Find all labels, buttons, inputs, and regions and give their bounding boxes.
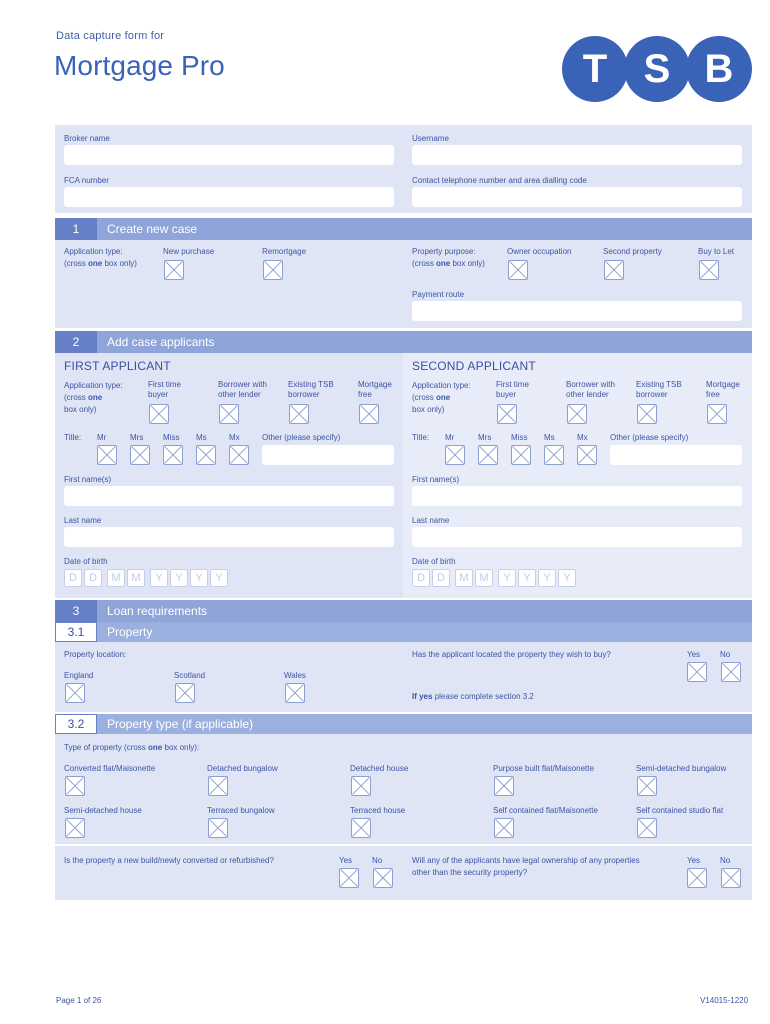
second-ftb-checkbox[interactable]	[497, 404, 517, 424]
second-mr-label: Mr	[445, 433, 455, 442]
dob-box[interactable]: Y	[538, 569, 556, 587]
buy-to-let-checkbox[interactable]	[699, 260, 719, 280]
section-3-2-header	[55, 714, 752, 734]
payment-route-label: Payment route	[412, 290, 465, 299]
second-first-names-field[interactable]	[412, 486, 742, 506]
line2-bold: one	[436, 393, 451, 402]
new-build-yes-checkbox[interactable]	[339, 868, 359, 888]
first-miss-label: Miss	[163, 433, 180, 442]
ownership-question	[412, 855, 640, 879]
scotland-checkbox[interactable]	[175, 683, 195, 703]
new-build-no-label: No	[372, 856, 383, 865]
detached-house-label: Detached house	[350, 764, 409, 773]
second-existing-tsb-checkbox[interactable]	[637, 404, 657, 424]
dob-box[interactable]: Y	[170, 569, 188, 587]
second-last-name-field[interactable]	[412, 527, 742, 547]
dob-box[interactable]: Y	[210, 569, 228, 587]
dob-box[interactable]: M	[107, 569, 125, 587]
section-2-header	[55, 331, 752, 353]
second-first-names-label: First name(s)	[412, 475, 460, 484]
second-dob-label: Date of birth	[412, 557, 456, 566]
logo-letter-t: T	[562, 36, 628, 102]
second-other-lender-checkbox[interactable]	[567, 404, 587, 424]
opt-l1: Borrower with	[218, 380, 267, 389]
terraced-house-label: Terraced house	[350, 806, 406, 815]
first-mortgage-free-checkbox[interactable]	[359, 404, 379, 424]
first-ftb-label	[148, 380, 181, 400]
fca-number-field[interactable]	[64, 187, 394, 207]
section-2-title: Add case applicants	[107, 335, 215, 349]
located-no-label: No	[720, 650, 731, 659]
dob-box[interactable]: Y	[150, 569, 168, 587]
dob-box[interactable]: M	[455, 569, 473, 587]
property-location-label: Property location:	[64, 650, 127, 659]
app-type-label	[64, 246, 137, 270]
section-1-title: Create new case	[107, 222, 198, 236]
buy-to-let-label: Buy to Let	[698, 247, 735, 256]
section-1-number: 1	[55, 218, 97, 240]
second-mortgage-free-label	[706, 380, 740, 400]
semi-detached-bungalow-checkbox[interactable]	[637, 776, 657, 796]
app-type-line2	[412, 392, 471, 404]
first-mrs-label: Mrs	[130, 433, 144, 442]
dob-box[interactable]: D	[64, 569, 82, 587]
username-field[interactable]	[412, 145, 742, 165]
first-applicant-panel	[55, 353, 403, 598]
detached-bungalow-label: Detached bungalow	[207, 764, 278, 773]
terraced-bungalow-checkbox[interactable]	[208, 818, 228, 838]
opt-l1: Mortgage	[358, 380, 392, 389]
opt-l2: borrower	[636, 390, 668, 399]
first-last-name-field[interactable]	[64, 527, 394, 547]
semi-detached-house-checkbox[interactable]	[65, 818, 85, 838]
broker-name-label: Broker name	[64, 134, 110, 143]
second-ms-checkbox[interactable]	[544, 445, 564, 465]
phone-field[interactable]	[412, 187, 742, 207]
logo-letter-b: B	[686, 36, 752, 102]
located-yes-checkbox[interactable]	[687, 662, 707, 682]
app-type-line2	[64, 392, 123, 404]
first-mx-label: Mx	[229, 433, 240, 442]
hint-bold: one	[436, 259, 451, 268]
first-existing-tsb-checkbox[interactable]	[289, 404, 309, 424]
property-purpose-label	[412, 246, 485, 270]
type-label-post: box only):	[162, 743, 200, 752]
ownership-line1: Will any of the applicants have legal ownership of any properties	[412, 856, 640, 865]
ownership-yes-label: Yes	[687, 856, 701, 865]
dob-box[interactable]: M	[475, 569, 493, 587]
line2-bold: one	[88, 393, 103, 402]
opt-l2: free	[358, 390, 372, 399]
dob-box[interactable]: Y	[518, 569, 536, 587]
first-dob-field[interactable]	[64, 569, 234, 589]
type-label-pre: Type of property (cross	[64, 743, 149, 752]
opt-l2: borrower	[288, 390, 320, 399]
second-property-checkbox[interactable]	[604, 260, 624, 280]
second-other-title-field[interactable]	[610, 445, 742, 465]
self-contained-flat-checkbox[interactable]	[494, 818, 514, 838]
studio-flat-checkbox[interactable]	[637, 818, 657, 838]
second-mortgage-free-checkbox[interactable]	[707, 404, 727, 424]
second-applicant-panel	[403, 353, 752, 598]
ownership-no-checkbox[interactable]	[721, 868, 741, 888]
first-app-type-label	[64, 380, 123, 416]
new-purchase-label: New purchase	[163, 247, 215, 256]
opt-l2: free	[706, 390, 720, 399]
detached-bungalow-checkbox[interactable]	[208, 776, 228, 796]
section-3-number: 3	[55, 600, 97, 622]
converted-flat-label: Converted flat/Maisonette	[64, 764, 156, 773]
england-label: England	[64, 671, 94, 680]
purpose-built-flat-label: Purpose built flat/Maisonette	[493, 764, 594, 773]
located-question: Has the applicant located the property they wish to buy?	[412, 650, 611, 659]
second-app-type-label	[412, 380, 471, 416]
second-mrs-checkbox[interactable]	[478, 445, 498, 465]
first-last-name-label: Last name	[64, 516, 102, 525]
opt-l1: Existing TSB	[288, 380, 334, 389]
new-build-yes-label: Yes	[339, 856, 353, 865]
if-yes-note	[412, 692, 534, 701]
first-first-names-label: First name(s)	[64, 475, 112, 484]
section-3-2-panel	[55, 734, 752, 844]
self-contained-flat-label: Self contained flat/Maisonette	[493, 806, 598, 815]
scotland-label: Scotland	[174, 671, 206, 680]
first-ms-label: Ms	[196, 433, 207, 442]
first-other-lender-label	[218, 380, 267, 400]
purpose-label-text: Property purpose:	[412, 247, 476, 256]
second-mrs-label: Mrs	[478, 433, 492, 442]
section-1-header	[55, 218, 752, 240]
located-yes-label: Yes	[687, 650, 701, 659]
ownership-yes-checkbox[interactable]	[687, 868, 707, 888]
dob-box[interactable]: M	[127, 569, 145, 587]
section-3-1-title: Property	[107, 625, 153, 639]
england-checkbox[interactable]	[65, 683, 85, 703]
phone-label: Contact telephone number and area dialling code	[412, 176, 587, 185]
app-type-line3: box only)	[64, 405, 97, 414]
first-ms-checkbox[interactable]	[196, 445, 216, 465]
second-mx-label: Mx	[577, 433, 588, 442]
detached-house-checkbox[interactable]	[351, 776, 371, 796]
converted-flat-checkbox[interactable]	[65, 776, 85, 796]
new-purchase-checkbox[interactable]	[164, 260, 184, 280]
section-3-1-panel	[55, 642, 752, 712]
second-applicant-heading: SECOND APPLICANT	[412, 359, 536, 373]
terraced-house-checkbox[interactable]	[351, 818, 371, 838]
first-mortgage-free-label	[358, 380, 392, 400]
semi-detached-house-label: Semi-detached house	[64, 806, 142, 815]
second-miss-label: Miss	[511, 433, 528, 442]
section-3-header	[55, 600, 752, 622]
section-1-panel	[55, 240, 752, 328]
second-last-name-label: Last name	[412, 516, 450, 525]
first-mr-checkbox[interactable]	[97, 445, 117, 465]
property-type-label	[64, 743, 199, 752]
section-3-1-number: 3.1	[55, 622, 97, 642]
owner-occupation-checkbox[interactable]	[508, 260, 528, 280]
app-type-line1: Application type:	[412, 381, 471, 390]
second-ms-label: Ms	[544, 433, 555, 442]
first-other-title-label: Other (please specify)	[262, 433, 341, 442]
hint-post: box only)	[102, 259, 137, 268]
semi-detached-bungalow-label: Semi-detached bungalow	[636, 764, 727, 773]
section-3-1-header	[55, 622, 752, 642]
section-2-number: 2	[55, 331, 97, 353]
hint-pre: (cross	[64, 259, 88, 268]
second-ftb-label	[496, 380, 529, 400]
opt-l1: Mortgage	[706, 380, 740, 389]
first-mr-label: Mr	[97, 433, 107, 442]
opt-l1: Borrower with	[566, 380, 615, 389]
first-other-title-field[interactable]	[262, 445, 394, 465]
second-other-title-label: Other (please specify)	[610, 433, 689, 442]
payment-route-field[interactable]	[412, 301, 742, 321]
first-title-label: Title:	[64, 433, 82, 442]
opt-l2: buyer	[496, 390, 517, 399]
remortgage-label: Remortgage	[262, 247, 307, 256]
second-dob-field[interactable]	[412, 569, 582, 589]
ownership-no-label: No	[720, 856, 731, 865]
app-type-hint	[64, 258, 137, 270]
dob-box[interactable]: Y	[498, 569, 516, 587]
hint-bold: one	[88, 259, 103, 268]
dob-box[interactable]: D	[432, 569, 450, 587]
app-type-line3: box only)	[412, 405, 445, 414]
dob-box[interactable]: Y	[190, 569, 208, 587]
if-yes-bold: If yes	[412, 692, 433, 701]
additional-questions-panel	[55, 846, 752, 900]
tsb-logo	[562, 36, 752, 102]
broker-details-panel	[55, 125, 752, 213]
first-other-lender-checkbox[interactable]	[219, 404, 239, 424]
page-number: Page 1 of 26	[56, 996, 102, 1005]
hint-pre: (cross	[412, 259, 436, 268]
opt-l1: First time	[496, 380, 529, 389]
located-no-checkbox[interactable]	[721, 662, 741, 682]
section-3-2-number: 3.2	[55, 714, 97, 734]
if-yes-rest: please complete section 3.2	[432, 692, 534, 701]
opt-l2: buyer	[148, 390, 169, 399]
fca-number-label: FCA number	[64, 176, 109, 185]
first-existing-tsb-label	[288, 380, 334, 400]
document-title: Mortgage Pro	[54, 50, 225, 81]
second-other-lender-label	[566, 380, 615, 400]
second-title-label: Title:	[412, 433, 430, 442]
purpose-hint	[412, 258, 485, 270]
first-mrs-checkbox[interactable]	[130, 445, 150, 465]
first-ftb-checkbox[interactable]	[149, 404, 169, 424]
dob-box[interactable]: Y	[558, 569, 576, 587]
line2-pre: (cross	[412, 393, 436, 402]
document-subtitle: Data capture form for	[56, 30, 165, 42]
hint-post: box only)	[450, 259, 485, 268]
dob-box[interactable]: D	[84, 569, 102, 587]
username-label: Username	[412, 134, 449, 143]
opt-l1: Existing TSB	[636, 380, 682, 389]
second-miss-checkbox[interactable]	[511, 445, 531, 465]
document-code: V14015-1220	[700, 996, 749, 1005]
second-property-label: Second property	[603, 247, 662, 256]
purpose-built-flat-checkbox[interactable]	[494, 776, 514, 796]
first-miss-checkbox[interactable]	[163, 445, 183, 465]
owner-occupation-label: Owner occupation	[507, 247, 572, 256]
studio-flat-label: Self contained studio flat	[636, 806, 724, 815]
new-build-question: Is the property a new build/newly converted or refurbished?	[64, 856, 274, 865]
wales-label: Wales	[284, 671, 306, 680]
section-3-title: Loan requirements	[107, 604, 208, 618]
logo-letter-s: S	[624, 36, 690, 102]
ownership-line2: other than the security property?	[412, 868, 528, 877]
opt-l2: other lender	[218, 390, 261, 399]
app-type-label-text: Application type:	[64, 247, 123, 256]
section-3-2-title: Property type (if applicable)	[107, 717, 254, 731]
remortgage-checkbox[interactable]	[263, 260, 283, 280]
new-build-no-checkbox[interactable]	[373, 868, 393, 888]
app-type-line1: Application type:	[64, 381, 123, 390]
second-mx-checkbox[interactable]	[577, 445, 597, 465]
type-label-bold: one	[148, 743, 163, 752]
first-first-names-field[interactable]	[64, 486, 394, 506]
opt-l2: other lender	[566, 390, 609, 399]
second-existing-tsb-label	[636, 380, 682, 400]
first-dob-label: Date of birth	[64, 557, 108, 566]
first-mx-checkbox[interactable]	[229, 445, 249, 465]
terraced-bungalow-label: Terraced bungalow	[207, 806, 275, 815]
second-mr-checkbox[interactable]	[445, 445, 465, 465]
first-applicant-heading: FIRST APPLICANT	[64, 359, 171, 373]
line2-pre: (cross	[64, 393, 88, 402]
dob-box[interactable]: D	[412, 569, 430, 587]
opt-l1: First time	[148, 380, 181, 389]
wales-checkbox[interactable]	[285, 683, 305, 703]
broker-name-field[interactable]	[64, 145, 394, 165]
